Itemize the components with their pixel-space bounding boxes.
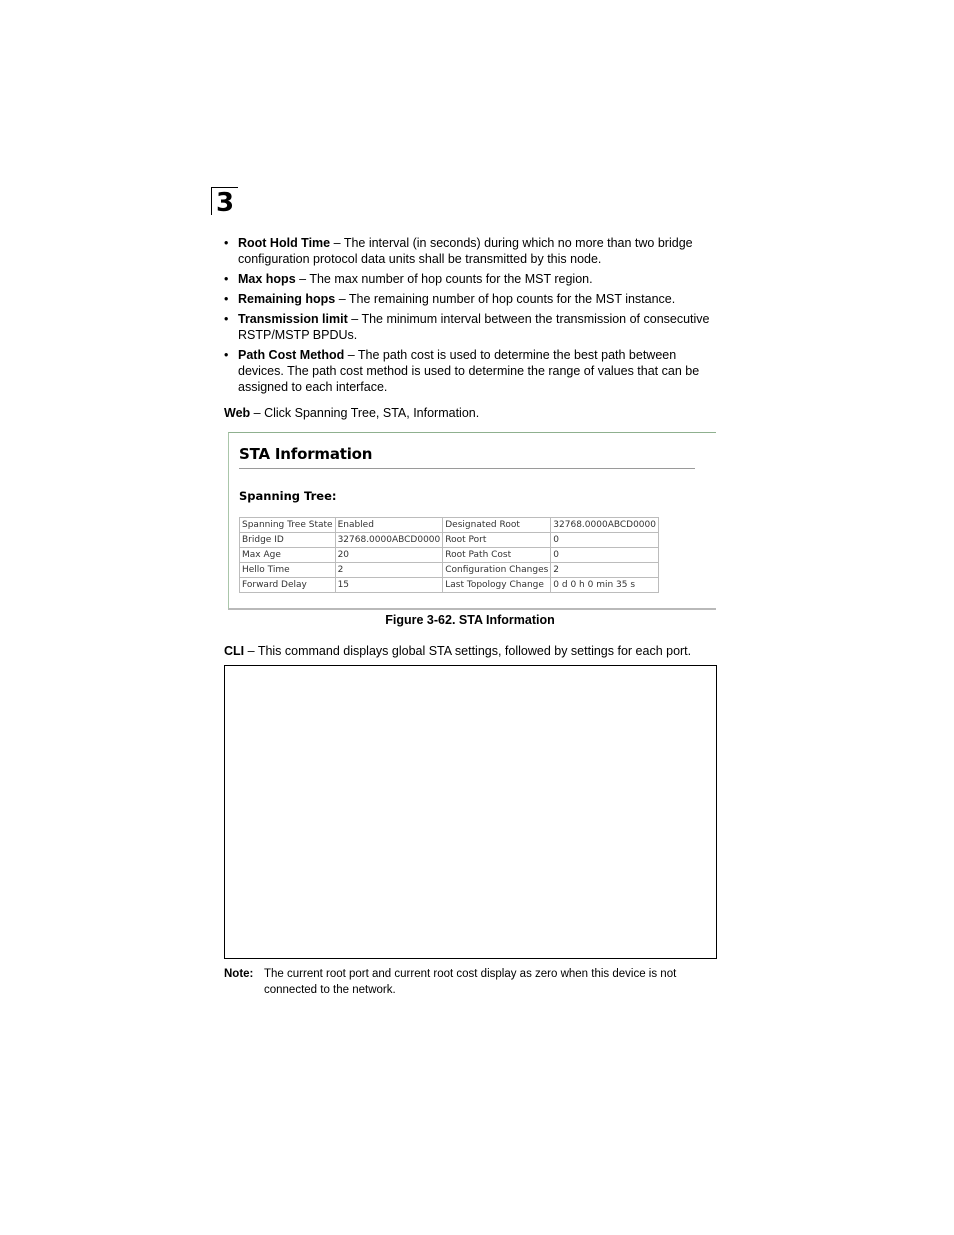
figure-caption: Figure 3-62. STA Information bbox=[385, 613, 555, 627]
cli-text: – This command displays global STA settings, followed by settings for each port. bbox=[244, 644, 692, 658]
table-cell: 0 bbox=[551, 533, 659, 548]
table-cell: Designated Root bbox=[443, 518, 551, 533]
note bbox=[224, 966, 719, 998]
table-cell: 32768.0000ABCD0000 bbox=[335, 533, 443, 548]
web-text: – Click Spanning Tree, STA, Information. bbox=[250, 406, 480, 420]
table-cell: Hello Time bbox=[240, 563, 336, 578]
table-row bbox=[240, 578, 659, 593]
list-item bbox=[224, 235, 716, 267]
table-row bbox=[240, 533, 659, 548]
description: – The interval (in seconds) during which no more than two bridge configuration protocol data units shall be transmitted by this node. bbox=[238, 236, 693, 266]
title-divider bbox=[239, 468, 695, 469]
table-cell: 15 bbox=[335, 578, 443, 593]
table-cell: Last Topology Change bbox=[443, 578, 551, 593]
cli-instruction bbox=[224, 643, 691, 659]
sta-information-screenshot bbox=[228, 432, 716, 610]
table-cell: Enabled bbox=[335, 518, 443, 533]
description: – The max number of hop counts for the MST region. bbox=[295, 272, 593, 286]
web-label: Web bbox=[224, 406, 251, 420]
table-row bbox=[240, 548, 659, 563]
table-cell: Configuration Changes bbox=[443, 563, 551, 578]
section-heading: Spanning Tree: bbox=[239, 489, 337, 503]
note-text: The current root port and current root cost display as zero when this device is not connected to the network. bbox=[264, 968, 677, 996]
term: Root Hold Time bbox=[238, 236, 331, 250]
table-row bbox=[240, 518, 659, 533]
sta-table bbox=[239, 517, 659, 593]
table-cell: Spanning Tree State bbox=[240, 518, 336, 533]
term: Remaining hops bbox=[238, 292, 336, 306]
table-cell: Max Age bbox=[240, 548, 336, 563]
note-label: Note: bbox=[224, 968, 254, 980]
parameter-list bbox=[224, 235, 716, 399]
list-item bbox=[224, 347, 716, 395]
term: Max hops bbox=[238, 272, 296, 286]
list-item bbox=[224, 271, 716, 287]
table-cell: 0 d 0 h 0 min 35 s bbox=[551, 578, 659, 593]
table-cell: Root Path Cost bbox=[443, 548, 551, 563]
table-cell: Bridge ID bbox=[240, 533, 336, 548]
table-cell: 2 bbox=[335, 563, 443, 578]
chapter-number-tab bbox=[211, 187, 238, 218]
term: Transmission limit bbox=[238, 312, 348, 326]
chapter-number: 3 bbox=[216, 188, 235, 218]
table-cell: 0 bbox=[551, 548, 659, 563]
table-cell: 32768.0000ABCD0000 bbox=[551, 518, 659, 533]
table-cell: Root Port bbox=[443, 533, 551, 548]
description: – The minimum interval between the transmission of consecutive RSTP/MSTP BPDUs. bbox=[238, 312, 710, 342]
list-item bbox=[224, 311, 716, 343]
term: Path Cost Method bbox=[238, 348, 345, 362]
page-title: STA Information bbox=[239, 445, 373, 463]
cli-label: CLI bbox=[224, 644, 245, 658]
table-row bbox=[240, 563, 659, 578]
table-cell: 20 bbox=[335, 548, 443, 563]
cli-output-box bbox=[224, 665, 717, 959]
description: – The path cost is used to determine the best path between devices. The path cost method is used to determine the range of values that can be assigned to each interface. bbox=[238, 348, 700, 394]
description: – The remaining number of hop counts for the MST instance. bbox=[335, 292, 676, 306]
web-instruction bbox=[224, 405, 479, 421]
table-cell: 2 bbox=[551, 563, 659, 578]
list-item bbox=[224, 291, 716, 307]
table-cell: Forward Delay bbox=[240, 578, 336, 593]
